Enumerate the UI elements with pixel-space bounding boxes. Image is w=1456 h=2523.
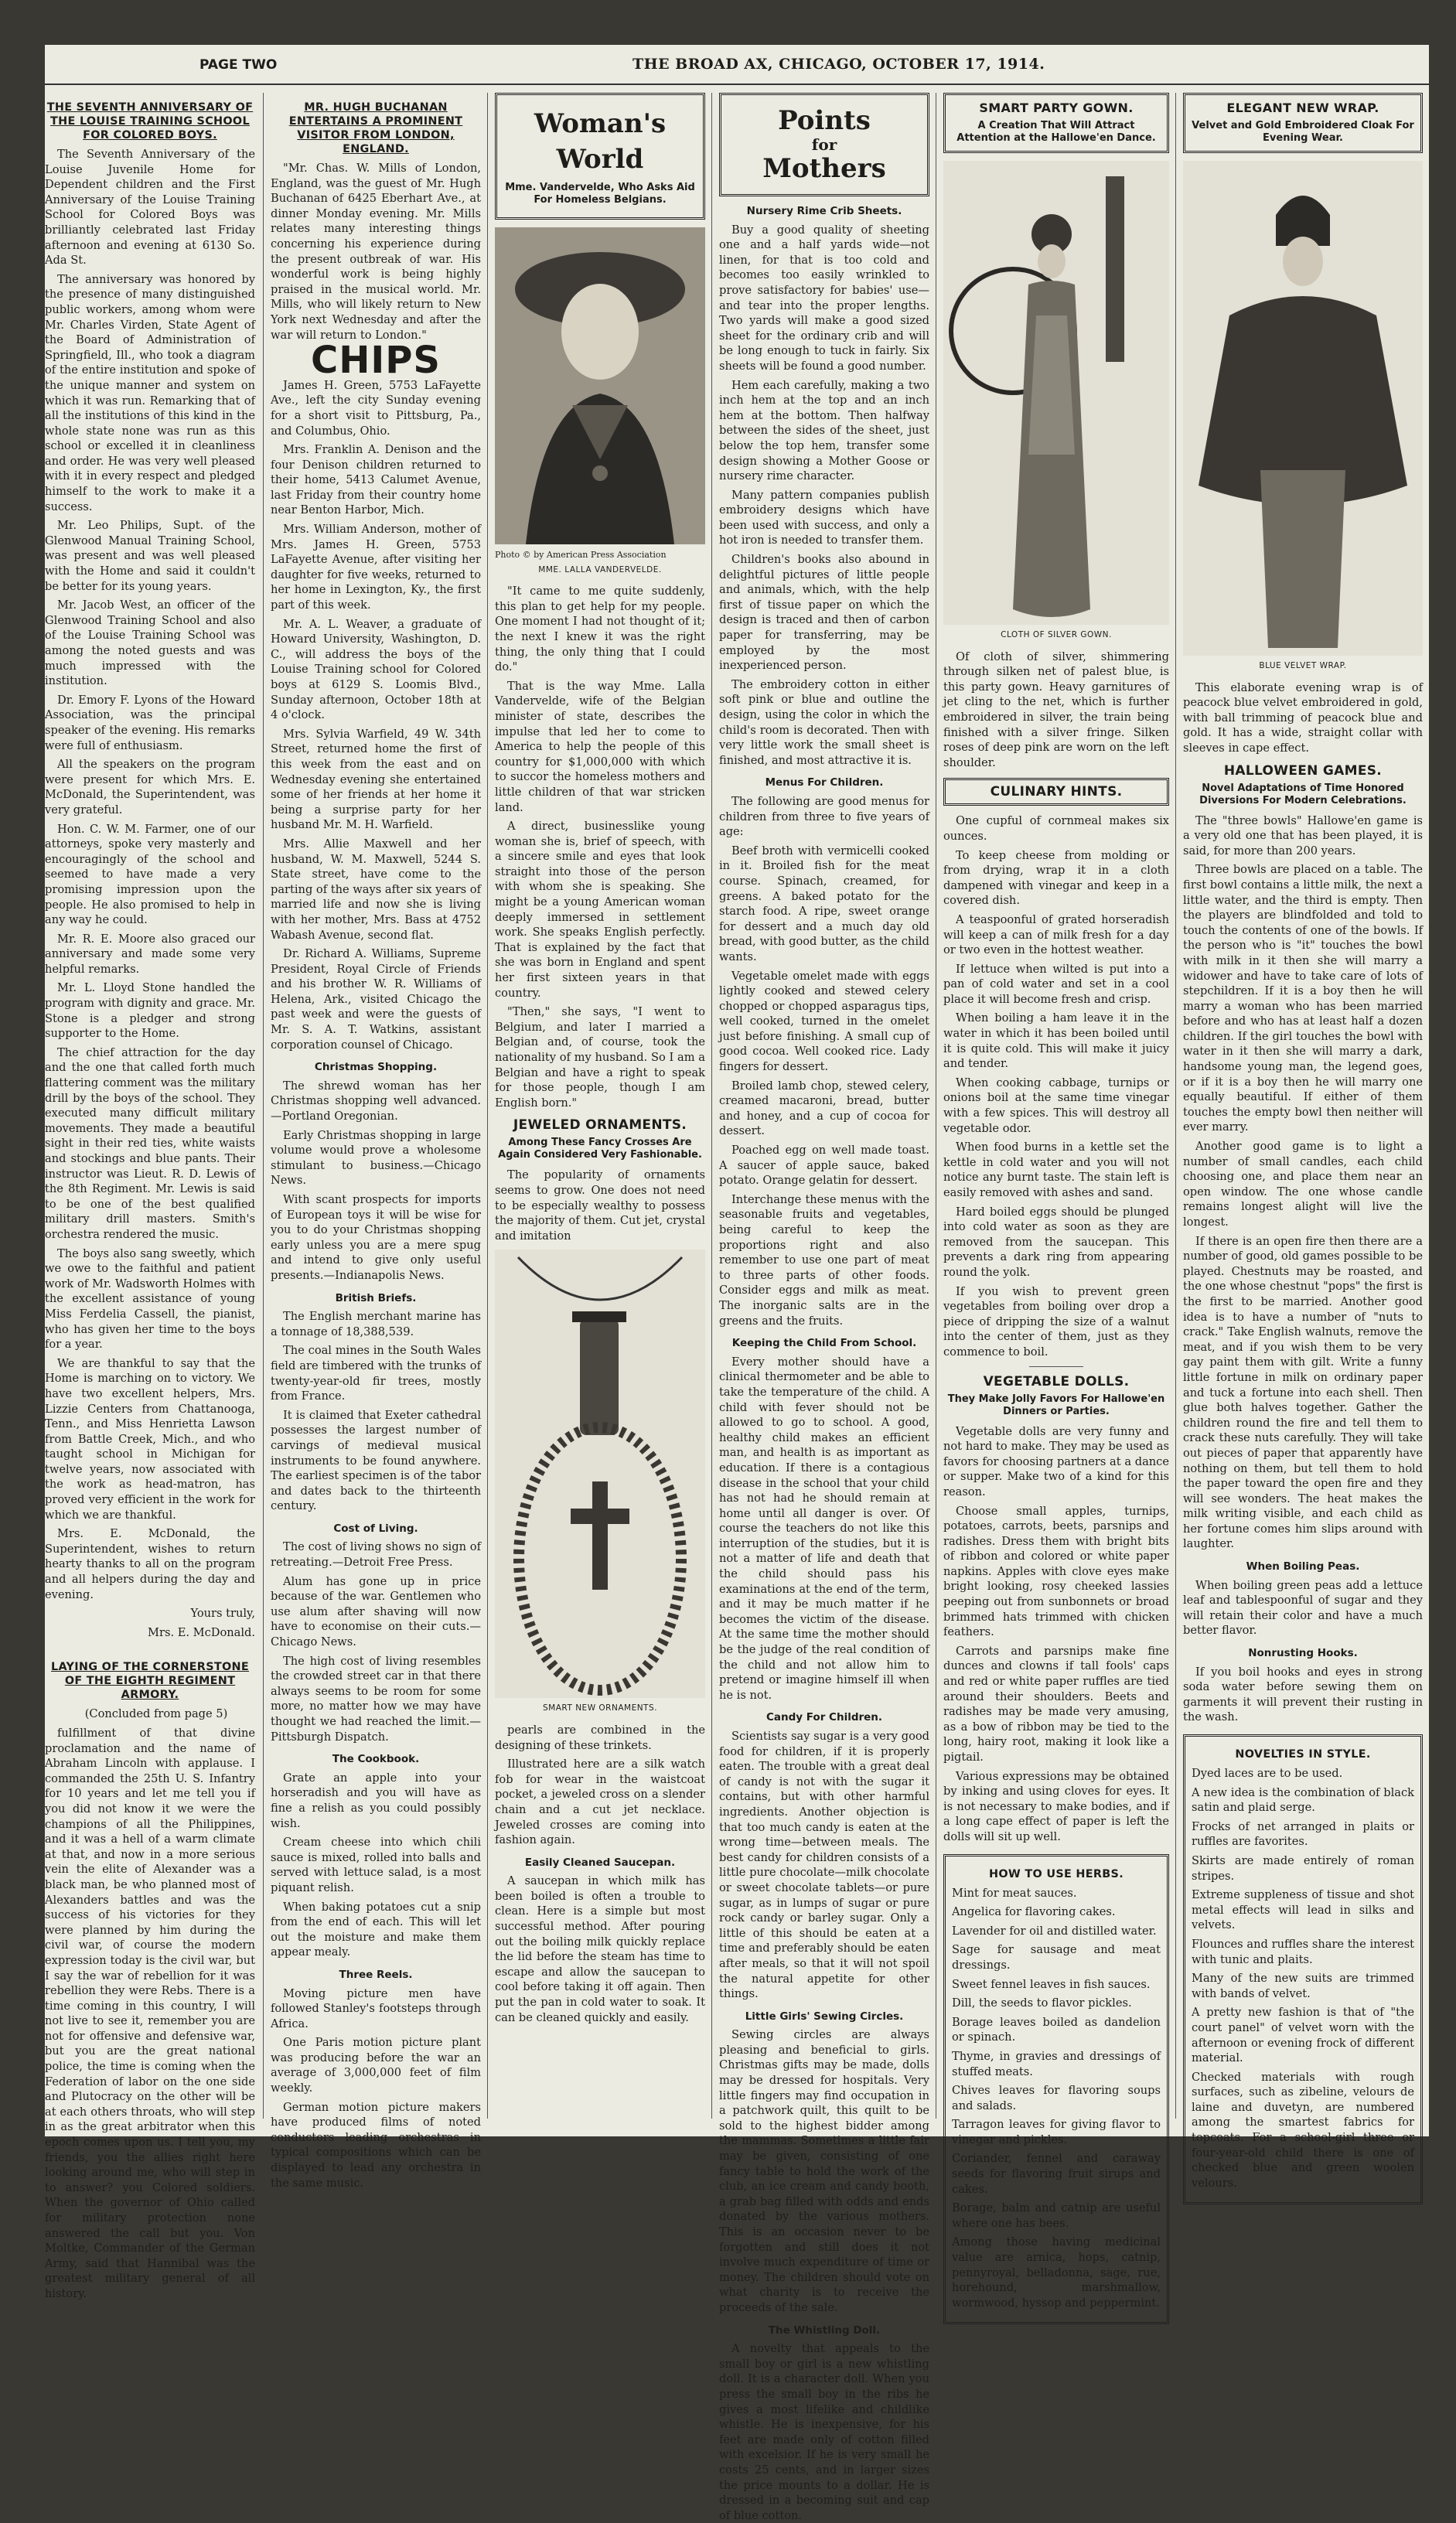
section-deck: They Make Jolly Favors For Hallowe'en Dinners or Parties. [947,1393,1165,1417]
box-title: SMART PARTY GOWN. [979,101,1134,115]
article-paragraph: Cream cheese into which chili sauce is mixed, rolled into balls and served with lettuce salad, is a most piquant relish. [271,1836,481,1894]
article-paragraph: We are thankful to say that the Home is marching on to victory. We have two excellent helpers, Mrs. Lizzie Centers from Chattanooga, Tenn., and Miss Henrietta Lawson from Battle Creek, Mich., and who taught school in Michigan for twelve years, now associated with the work as head-matron, has proved very efficient in the work for which we are thankful. [45,1356,255,1522]
article-paragraph: Buy a good quality of sheeting one and a half yards wide—not linen, for that is too cold and becomes too easily wrinkled to prove satisfactory for babies' use—and tear into the proper lengths. Two yards will make a good sized sheet for the ordinary crib and will be long enough to tuck in fairly. Six sheets will be found a good number. [719,223,929,373]
box-title: ELEGANT NEW WRAP. [1226,101,1379,115]
article-paragraph: Chives leaves for flavoring soups and salads. [952,2084,1161,2112]
section-heading: Nonrusting Hooks. [1248,1647,1358,1660]
article-paragraph: Mint for meat sauces. [952,1886,1077,1900]
box-subtitle: Velvet and Gold Embroidered Cloak For Evening Wear. [1192,120,1414,144]
article-paragraph: Mr. L. Lloyd Stone handled the program with dignity and grace. Mr. Stone is a pledger and strong supporter to the Home. [45,981,255,1041]
article-paragraph: Another good game is to light a number of small candles, each child choosing one, and place them near an open window. The one whose candle remains longest alight will live the longest. [1183,1140,1423,1229]
section-body [719,794,929,1328]
section-body [943,1424,1169,1845]
article-paragraph: The anniversary was honored by the presence of many distinguished public workers, among whom were Mr. Charles Virden, State Agent of the Board of Administration of Springfield, Ill., who took a diagram of the entire institution and spoke of the unique manner and system on which it was run. Remarking that of all the institutions of this kind in the whole state none was run as this school or excelled it in cleanliness and order. He was very well pleased with it in every respect and pledged himself to the work to make it a success. [45,272,255,513]
article-paragraph: Scientists say sugar is a very good food for children, if it is properly eaten. The trouble with a great deal of candy is not with the sugar it contains, but with other harmful ingredients. Another objection is that too much candy is eaten at the wrong time—between meals. The best candy for children consists of a little pure chocolate—milk chocolate or sweet chocolate tablets—or pure sugar, as in lumps of sugar or pure rock candy or barley sugar. Only a little of this should be eaten at a time and preferably should be eaten after meals, so that it will not spoil the natural appetite for other things. [719,1730,929,2001]
article-paragraph: A teaspoonful of grated horseradish will keep a can of milk fresh for a day or two even in the hottest weather. [943,912,1169,957]
gown-illustration [943,161,1169,625]
photo-caption: MME. LALLA VANDERVELDE. [538,564,662,574]
article-paragraph: Coriander, fennel and caraway seeds for flavoring fruit sirups and cakes. [952,2152,1161,2196]
article-paragraph: Choose small apples, turnips, potatoes, carrots, beets, parsnips and radishes. Dress them with bright bits of ribbon and colored or white paper napkins. Apples with clove eyes make bright looking, rosy cheeked lassies peeping out from sunbonnets or broad brimmed hats trimmed with chicken feathers. [943,1504,1169,1639]
column-3 [495,93,705,2119]
article-paragraph: Among those having medicinal value are arnica, hops, catnip, pennyroyal, belladonna, sage, rue, horehound, marshmallow, wormwood, hyssop and peppermint. [952,2235,1161,2310]
column-rule [487,93,488,2119]
article-paragraph: The high cost of living resembles the crowded street car in that there always seems to be room for some more, no matter how we may have thought we had reached the limit.—Pittsburgh Dispatch. [271,1654,481,1744]
box-subtitle: Mme. Vandervelde, Who Asks Aid For Homeless Belgians. [505,182,695,206]
article-paragraph: James H. Green, 5753 LaFayette Ave., left the city Sunday evening for a short visit to Pittsburg, Pa., and Columbus, Ohio. [271,378,481,438]
article-paragraph: If you wish to prevent green vegetables from boiling over drop a piece of dripping the size of a walnut into the center of them, just as they commence to boil. [943,1284,1169,1359]
box-title: CULINARY HINTS. [990,784,1123,800]
article-paragraph: It is claimed that Exeter cathedral possesses the largest number of carvings of medieval musical instruments to be found anywhere. The earliest specimen is of the tabor and dates back to the thirteenth century. [271,1408,481,1513]
article-paragraph: Sewing circles are always pleasing and beneficial to girls. Christmas gifts may be made, dolls may be dressed for hospitals. Very little fingers may find occupation in a patchwork quilt, this quilt to be sold to the highest bidder among the mammas. Sometimes a little fair may be given, consisting of one fancy table to hold the work of the club, an ice cream and candy booth, a grab bag filled with odds and ends donated by the various mothers. This is an occasion never to be forgotten and still does it not involve much expenditure of time or money. The children should vote on what charity is to receive the proceeds of the sale. [719,2028,929,2314]
divider [1029,1366,1083,1367]
article-paragraph: Lavender for oil and distilled water. [952,1924,1157,1938]
article-paragraph: Skirts are made entirely of roman stripes. [1192,1853,1414,1883]
portrait-photo [495,227,705,544]
article-paragraph: Dill, the seeds to flavor pickles. [952,1996,1132,2010]
article-paragraph: When boiling green peas add a lettuce leaf and tablespoonful of sugar and they will retain their color and have a much better flavor. [1183,1578,1423,1638]
article-headline: LAYING OF THE CORNERSTONE OF THE EIGHTH REGIMENT ARMORY. [51,1661,249,1702]
article-headline: THE SEVENTH ANNIVERSARY OF THE LOUISE TRAINING SCHOOL FOR COLORED BOYS. [46,101,254,141]
article-paragraph: Mrs. Allie Maxwell and her husband, W. M. Maxwell, 5244 S. State street, have come to the parting of the ways after six years of married life and now she is living with her mother, Mrs. Bass at 4752 Wabash Avenue, second flat. [271,837,481,942]
section-heading: Three Reels. [339,1968,413,1981]
article-paragraph: Mrs. E. McDonald, the Superintendent, wishes to return hearty thanks to all on the program and all helpers during the day and evening. [45,1527,255,1601]
column-4 [719,93,929,2522]
article-paragraph: Beef broth with vermicelli cooked in it. Broiled fish for the meat course. Spinach, creamed, for greens. A baked potato for the starch food. A ripe, sweet orange for dessert and a much day old bread, with good butter, as the child wants. [719,844,929,963]
article-paragraph: Various expressions may be obtained by inking and using cloves for eyes. It is not necessary to make bodies, and if a long cape effect of paper is left the dolls will sit up well. [943,1769,1169,1843]
chips-heading: CHIPS [310,339,441,383]
article-paragraph: A new idea is the combination of black satin and plaid serge. [1192,1785,1414,1815]
article-paragraph: The coal mines in the South Wales field are timbered with the trunks of twenty-year-old fir trees, mostly from France. [271,1344,481,1403]
herbs-list [952,1886,1161,2311]
article-paragraph: The popularity of ornaments seems to grow. One does not need to be especially wealthy to possess the majority of them. Cut jet, crystal and imitation [495,1168,705,1243]
section-heading: British Briefs. [335,1291,417,1304]
article-paragraph: A pretty new fashion is that of "the court panel" of velvet worn with the afternoon or evening frock of different material. [1192,2006,1414,2065]
wrap-image [1183,161,1423,656]
article-paragraph: Mr. Jacob West, an officer of the Glenwood Training School and also of the Louise Training School was among the noted guests and was much impressed with the institution. [45,598,255,688]
article-paragraph: The following are good menus for children from three to five years of age: [719,794,929,839]
article-signoff: Yours truly, [190,1607,255,1621]
article-paragraph: One Paris motion picture plant was producing before the war an average of 3,000,000 feet of film weekly. [271,2036,481,2095]
article-paragraph: Sage for sausage and meat dressings. [952,1943,1161,1972]
article-paragraph: Grate an apple into your horseradish and you will have as fine a relish as you could possibly wish. [271,1771,481,1830]
article-paragraph: This elaborate evening wrap is of peacock blue velvet embroidered in gold, with ball trimming of peacock blue and gold. It has a wide, straight collar with sleeves in cape effect. [1183,680,1423,755]
article-paragraph: If lettuce when wilted is put into a pan of cold water and set in a cool place it will become fresh and crisp. [943,962,1169,1006]
box-title: HOW TO USE HERBS. [989,1867,1124,1880]
section-heading: Nursery Rime Crib Sheets. [746,205,902,217]
article-headline: MR. HUGH BUCHANAN ENTERTAINS A PROMINENT VISITOR FROM LONDON, ENGLAND. [288,101,463,155]
article-paragraph: Checked materials with rough surfaces, such as zibeline, velours de laine and duvetyn, are numbered among the smartest fabrics for topcoats. For a school-girl three or four-year-old child there is one of checked blue and green woolen velours. [1192,2070,1414,2190]
article-paragraph: Dyed laces are to be used. [1192,1767,1343,1780]
section-heading: JEWELED ORNAMENTS. [513,1117,687,1134]
article-paragraph: One cupful of cornmeal makes six ounces. [943,814,1169,843]
article-paragraph: When boiling a ham leave it in the water in which it has been boiled until it is quite cold. This will make it juicy and tender. [943,1011,1169,1071]
article-paragraph: When baking potatoes cut a snip from the end of each. This will let out the moisture and make them appear mealy. [271,1900,481,1959]
section-heading: The Whistling Doll. [768,2324,881,2337]
article-paragraph: Sweet fennel leaves in fish sauces. [952,1977,1151,1991]
article-paragraph: Hard boiled eggs should be plunged into cold water as soon as they are removed from the saucepan. This prevents a dark ring from appearing round the yolk. [943,1205,1169,1279]
article-paragraph: Many of the new suits are trimmed with bands of velvet. [1192,1972,1414,2000]
article-paragraph: Mrs. Sylvia Warfield, 49 W. 34th Street, returned home the first of this week from the east and on Wednesday evening she entertained some of her friends at her home it being a surprise party for her husband Mr. M. H. Warfield. [271,727,481,832]
article-paragraph: "Mr. Chas. W. Mills of London, England, was the guest of Mr. Hugh Buchanan of 6425 Eberhart Ave., at dinner Monday evening. Mr. Mills relates many interesting things concerning his experience during the present outbreak of war. His wonderful work is being highly praised in the musical world. Mr. Mills, who will likely return to New York next Wednesday and after the war will return to London." [271,162,481,342]
section-heading: Candy For Children. [766,1711,883,1724]
box-title: NOVELTIES IN STYLE. [1235,1748,1371,1761]
article-paragraph: That is the way Mme. Lalla Vandervelde, wife of the Belgian minister of state, describes the impulse that led her to come to America to help the people of this country for $1,000,000 with which to succor the homeless mothers and little children of that war stricken land. [495,679,705,814]
article-paragraph: Illustrated here are a silk watch fob for wear in the waistcoat pocket, a jeweled cross on a slender chain and a cut jet necklace. Jeweled crosses are coming into fashion again. [495,1758,705,1847]
article-paragraph: To keep cheese from molding or from drying, wrap it in a cloth dampened with vinegar and keep in a covered dish. [943,848,1169,908]
section-heading: Keeping the Child From School. [731,1337,917,1350]
section-deck: Novel Adaptations of Time Honored Diversions For Modern Celebrations. [1199,782,1407,806]
article-paragraph: The "three bowls" Hallowe'en game is a very old one that has been played, it is said, for more than 200 years. [1183,813,1423,857]
article-paragraph: If you boil hooks and eyes in strong soda water before sewing them on garments it will prevent their rusting in the wash. [1183,1665,1423,1724]
article-paragraph: Dr. Emory F. Lyons of the Howard Association, was the principal speaker of the evening. His remarks were full of enthusiasm. [45,693,255,752]
column-rule [1175,93,1176,2119]
article-paragraph: Thyme, in gravies and dressings of stuffed meats. [952,2049,1161,2078]
box-title-line: for [811,135,837,154]
article-body [45,1726,255,2302]
social-items [271,378,481,1053]
column-rule [263,93,264,2119]
article-paragraph: The English merchant marine has a tonnage of 18,388,539. [271,1310,481,1338]
article-paragraph: A saucepan in which milk has been boiled is often a trouble to clean. Here is a simple but most successful method. After pouring out the boiling milk quickly replace the lid before the steam has time to escape and allow the saucepan to cool before taking it off again. Then put the pan in cold water to soak. It can be cleaned quickly and easily. [495,1874,705,2024]
article-paragraph: A direct, businesslike young woman she is, brief of speech, with a sincere smile and eyes that look straight into those of the person with whom she is speaking. She might be a young American woman deeply immersed in settlement work. She speaks English perfectly. That is explained by the fact that she was born in England and spent her first sixteen years in that country. [495,820,705,1000]
box-title: Woman's World [534,108,667,175]
article-paragraph: "Then," she says, "I went to Belgium, and later I married a Belgian and, of course, took the nationality of my husband. So I am a Belgian and have a right to speak for those people, though I am English born." [495,1005,705,1110]
article-paragraph: The chief attraction for the day and the one that called forth much flattering comment was the military drill by the boys of the school. They executed many difficult military movements. They made a beautiful sight in their red ties, white waists and stockings and blue pants. Their instructor was Lieut. R. D. Lewis of the 8th Regiment. Mr. Lewis is said to be one of the best qualified military drill masters. Smith's orchestra rendered the music. [45,1045,255,1241]
article-paragraph: Dr. Richard A. Williams, Supreme President, Royal Circle of Friends and his brother W. R. Williams of Helena, Ark., visited Chicago the past week and were the guests of Mr. S. A. T. Watkins, assistant corporation counsel of Chicago. [271,947,481,1052]
article-paragraph: Vegetable omelet made with eggs lightly cooked and stewed celery chopped or chopped asparagus tips, well cooked, turned in the omelet just before finishing. A small cup of good cocoa. Well cooked rice. Lady fingers for dessert. [719,969,929,1074]
article-paragraph: When food burns in a kettle set the kettle in cold water and you will not notice any burnt taste. The stain left is easily removed with ashes and sand. [943,1140,1169,1199]
column-1 [45,93,255,2300]
article-paragraph: Frocks of net arranged in plaits or ruffles are favorites. [1192,1819,1414,1849]
article-paragraph: A novelty that appeals to the small boy or girl is a new whistling doll. It is a character doll. When you press the small boy in the ribs he gives a most lifelike and childlike whistle. He is inexpensive, for his feet are made only of cotton filled with excelsior. If he is very small he costs 25 cents, and in larger sizes the price mounts to a dollar. He is dressed in a becoming suit and cap of blue cotton. [719,2342,929,2522]
column-5 [943,93,1169,2310]
article-paragraph: The boys also sang sweetly, which we owe to the faithful and patient work of Mr. Wadsworth Holmes with the excellent assistance of young Miss Ferdelia Cassell, the pianist, who has given her time to the boys for a year. [45,1246,255,1352]
column-2 [271,93,481,2190]
section-heading: Cost of Living. [333,1522,418,1535]
article-signature: Mrs. E. McDonald. [148,1625,255,1639]
article-paragraph: Interchange these menus with the seasonable fruits and vegetables, being careful to keep the proportions right and also remember to use one part of meat to three parts of other foods. Consider eggs and milk as meat. The inorganic salts are in the greens and the fruits. [719,1192,929,1328]
box-title-line: Mothers [762,153,886,184]
article-body [45,147,255,1602]
newspaper-page [45,45,1429,2522]
article-paragraph: Children's books also abound in delightful pictures of little people and animals, which, with the help first of tissue paper on which the design is traced and then of carbon paper for transferring, may be employed by the most inexperienced person. [719,553,929,673]
article-paragraph: The cost of living shows no sign of retreating.—Detroit Free Press. [271,1540,481,1570]
section-heading: When Boiling Peas. [1246,1560,1360,1573]
article-paragraph: When cooking cabbage, turnips or onions boil at the same time vinegar with a few spices. This will destroy all vegetable odor. [943,1076,1169,1135]
novelties-box [1183,1734,1423,2204]
illustration-caption: BLUE VELVET WRAP. [1259,661,1347,670]
section-heading: Little Girls' Sewing Circles. [745,2010,904,2023]
wrap-illustration [1183,161,1423,656]
illustration-caption: CLOTH OF SILVER GOWN. [1001,630,1112,639]
section-body [271,1771,481,1960]
party-gown-box [943,93,1169,153]
page-number: PAGE TWO [199,57,278,73]
article-paragraph: Poached egg on well made toast. A saucer of apple sauce, baked potato. Orange gelatin for dessert. [719,1144,929,1188]
points-for-mothers-box [719,93,929,196]
novelties-list [1192,1766,1414,2191]
article-paragraph: Hon. C. W. M. Farmer, one of our attorneys, spoke very masterly and encouragingly of the school and seemed to have made a very promising impression upon the people. He also promised to help in any way he could. [45,822,255,927]
article-paragraph: Tarragon leaves for giving flavor to vinegar and pickles. [952,2118,1161,2146]
article-paragraph: Moving picture men have followed Stanley's footsteps through Africa. [271,1986,481,2030]
article-paragraph: Borage, balm and catnip are useful where one has bees. [952,2201,1161,2230]
masthead [45,45,1429,85]
masthead-title: THE BROAD AX, CHICAGO, OCTOBER 17, 1914. [633,56,1045,73]
article-paragraph: Angelica for flavoring cakes. [952,1905,1116,1919]
section-body [271,1309,481,1514]
new-wrap-box [1183,93,1423,153]
article-paragraph: All the speakers on the program were present for which Mrs. E. McDonald, the Superintendent, was very grateful. [45,758,255,817]
section-body [271,1986,481,2191]
article-paragraph: Borage leaves boiled as dandelion or spinach. [952,2015,1161,2044]
article-paragraph: Early Christmas shopping in large volume would prove a wholesome stimulant to business.—Chicago News. [271,1128,481,1188]
box-subtitle: A Creation That Will Attract Attention at the Hallowe'en Dance. [956,120,1156,144]
article-paragraph: If there is an open fire then there are a number of good, old games possible to be played. Chestnuts may be roasted, and the one whose chestnut "pops" the first is the first to be married. Another good idea is to have a number of "nuts to crack." Take English walnuts, remove the meat, and if you wish them to be very gay paint them with gilt. Write a funny little fortune in milk on ordinary paper and tuck a fortune into each shell. Then glue both halves together. Gather the children round the fire and tell them to crack these nuts carefully. They will take out pieces of paper that apparently have nothing on them, but tell them to hold the paper toward the open fire and they will see wonders. The heat makes the milk writing visible, and each child as her fortune comes him slips around with laughter. [1183,1234,1423,1551]
continued-note: (Concluded from page 5) [84,1707,228,1721]
section-heading: Menus For Children. [765,776,884,789]
section-heading: Christmas Shopping. [314,1061,438,1074]
article-paragraph: Vegetable dolls are very funny and not hard to make. They may be used as favors for choosing partners at a dance or supper. Make two of a kind for this reason. [943,1424,1169,1498]
section-body [1183,813,1423,1553]
herbs-box [943,1854,1169,2325]
article-paragraph: Extreme suppleness of tissue and shot metal effects will lead in silks and velvets. [1192,1888,1414,1932]
article-paragraph: Hem each carefully, making a two inch hem at the top and an inch hem at the bottom. Then halfway between the sides of the sheet, just below the top hem, transfer some design showing a Mother Goose or nursery rime character. [719,378,929,483]
article-paragraph: Alum has gone up in price because of the war. Gentlemen who use alum after shaving will now have to economise on their cuts.—Chicago News. [271,1574,481,1649]
article-paragraph: The shrewd woman has her Christmas shopping well advanced.—Portland Oregonian. [271,1079,481,1123]
article-paragraph: The embroidery cotton in either soft pink or blue and outline the design, using the color in which the child's room is decorated. Then with very little work the small sheet is finished, and most attractive it is. [719,677,929,767]
section-body [271,1079,481,1284]
article-paragraph: Of cloth of silver, shimmering through silken net of palest blue, is this party gown. Heavy garnitures of jet cling to the net, which is further embroidered in silver, the train being finished with a silver fringe. Silken roses of deep pink are worn on the left shoulder. [943,650,1169,769]
womans-world-box [495,93,705,220]
article-paragraph: With scant prospects for imports of European toys it will be wise for you to do your Christmas shopping early unless you are a mere spug and intend to give only useful presents.—Indianapolis News. [271,1193,481,1282]
article-paragraph: Every mother should have a clinical thermometer and be able to take the temperature of the child. A child with fever should not be allowed to go to school. A good, healthy child makes an efficient man, and health is as important as education. If there is a contagious disease in the school that your child has not had he should remain at home until all danger is over. Of course the teachers do not like this interruption of the studies, but it is not a matter of life and death that the child should pass his examinations at the end of the term, and it may be much matter if he becomes the victim of the disease. At the same time the mother should be the judge of the real condition of the child and not allow him to pretend or imagine himself ill when he is not. [719,1355,929,1702]
article-paragraph: Many pattern companies publish embroidery designs which have been used with success, and only a hot iron is needed to transfer them. [719,488,929,547]
section-body [271,1539,481,1744]
column-rule [711,93,712,2119]
article-paragraph: Broiled lamb chop, stewed celery, creamed macaroni, bread, butter and honey, and a cup of cocoa for dessert. [719,1079,929,1138]
culinary-box [943,778,1169,806]
gown-image [943,161,1169,625]
section-body [719,223,929,769]
section-heading: HALLOWEEN GAMES. [1223,762,1383,779]
section-heading: VEGETABLE DOLLS. [983,1373,1130,1389]
article-paragraph: Carrots and parsnips make fine dunces and clowns if tall fools' caps and red or white paper ruffles are tied around their shoulders. Beets and radishes may be made very amusing, as a bow of ribbon may be tied to the long, hairy root, making it look like a pigtail. [943,1644,1169,1764]
article-paragraph: Mrs. William Anderson, mother of Mrs. James H. Green, 5753 LaFayette Avenue, after visiting her daughter for five weeks, returned to her home in Lexington, Ky., the first part of this week. [271,523,481,612]
section-heading: The Cookbook. [332,1753,420,1766]
article-paragraph: fulfillment of that divine proclamation and the name of Abraham Lincoln with applause. I commanded the 25th U. S. Infantry for 10 years and let me tell you if you did not know it we were the champions of all the Philippines, and it was a hell of a warm climate at that, and now in a more serious vein the elite of Alexander was a black man, be who planned most of Alexanders battles and was the success of his victories for they were planned by him during the civil war, of course the modern expression today is the civil war, but I say the war of rebellion for it was rebellion they were Rebs. There is a time coming in this country, I will not live to see it, remember you are not for offensive and defensive war, but you are the great national police, the time is coming when the Federation of labor on the one side and Plutocracy on the other will be at each others throats, who will step in as the great arbitrator when this epoch comes upon us. I tell you, my friends, you the allies right here looking around me, who will step in to answer? you Colored soldiers. When the governor of Ohio called for military protection none answered the call but you. Von Moltke, Commander of the German Army, said that Hannibal was the greatest military general of all history. [45,1727,255,2300]
article-paragraph: "It came to me quite suddenly, this plan to get help for my people. One moment I had not thought of it; the next I knew it was the right thing, the only thing that I could do." [495,585,705,674]
column-6 [1183,93,1423,2190]
article-body [495,584,705,1110]
box-title-line: Points [778,105,871,136]
article-paragraph: Mr. A. L. Weaver, a graduate of Howard University, Washington, D. C., will address the boys of the Louise Training school for Colored boys at 6129 S. Loomis Blvd., Sunday afternoon, October 18th at 4 o'clock. [271,617,481,722]
article-paragraph: German motion picture makers have produced films of noted conductors leading orchestras in typical compositions which can be displayed to lead any orchestra in the same music. [271,2100,481,2190]
article-paragraph: The Seventh Anniversary of the Louise Juvenile Home for Dependent children and the First Anniversary of the Louise Training School for Colored Boys was brilliantly celebrated last Friday afternoon and evening at 6130 So. Ada St. [45,148,255,268]
portrait-image [495,227,705,544]
section-body [943,813,1169,1359]
article-paragraph: pearls are combined in the designing of these trinkets. [495,1723,705,1752]
article-paragraph: Mr. Leo Philips, Supt. of the Glenwood Manual Training School, was present and was well pleased with the Home and said it couldn't be better for its young years. [45,519,255,593]
ornaments-illustration [495,1250,705,1698]
section-deck: Among These Fancy Crosses Are Again Considered Very Fashionable. [498,1137,702,1161]
article-paragraph: Three bowls are placed on a table. The first bowl contains a little milk, the next a little water, and the third is empty. Then the players are blindfolded and told to touch the contents of one of the bowls. If the person who is "it" touches the bowl with milk in it then she will marry a widower and have to take care of lots of stepchildren. If it is a boy then he will marry a woman who has been married before and who has at least half a dozen children. If the girl touches the bowl with water in it then she will marry a dark, handsome young man, the legend goes, or if it is a boy then he will marry one equally beautiful. If either of them touches the empty bowl then neither will ever marry. [1183,863,1423,1134]
photo-credit: Photo © by American Press Association [495,550,667,560]
article-paragraph: Mrs. Franklin A. Denison and the four Denison children returned to their home, 5413 Calumet Avenue, last Friday from their country home near Benton Harbor, Mich. [271,443,481,517]
ornaments-image [495,1250,705,1698]
article-paragraph: Flounces and ruffles share the interest with tunic and plaits. [1192,1937,1414,1966]
article-paragraph: Mr. R. E. Moore also graced our anniversary and made some very helpful remarks. [45,932,255,976]
illustration-caption: SMART NEW ORNAMENTS. [543,1703,657,1713]
section-heading: Easily Cleaned Saucepan. [524,1856,676,1869]
